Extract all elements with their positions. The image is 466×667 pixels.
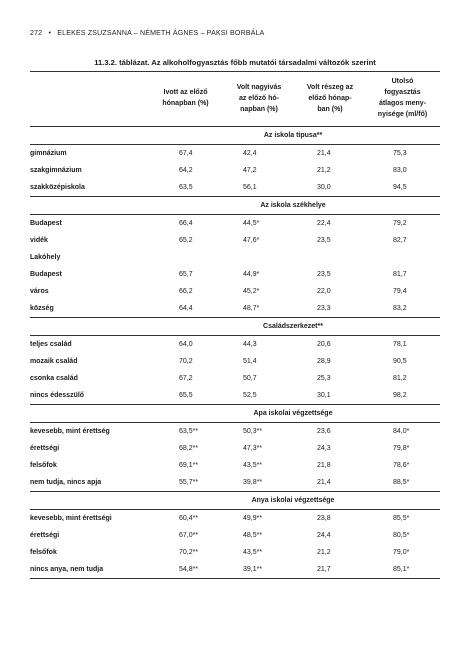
table-cell: 67,4 (179, 150, 193, 157)
table-cell: 55,7** (179, 479, 199, 486)
table-cell: 48,5** (243, 532, 263, 539)
row-label: szakgimnázium (30, 167, 82, 174)
table-cell: 84,0* (393, 428, 410, 435)
section-title: Családszerkezet** (30, 318, 440, 336)
row-label: csonka család (30, 375, 78, 382)
table-cell: 56,1 (243, 184, 257, 191)
table-cell: 65,7 (179, 271, 193, 278)
header-authors: ELEKES ZSUZSANNA – NÉMETH ÁGNES – PAKSI BORBÁLA (57, 30, 265, 37)
table-row (30, 440, 440, 457)
table-row (30, 162, 440, 179)
table-cell: 50,7 (243, 375, 257, 382)
table-caption: 11.3.2. táblázat. Az alkoholfogyasztás főbb mutatói társadalmi változók szerint (94, 58, 376, 67)
section-title: Apa iskolai végzettsége (30, 405, 440, 423)
table-row (30, 423, 440, 441)
row-label: mozaik család (30, 358, 78, 365)
column-header-line: fogyasztás (384, 89, 421, 96)
table-cell: 42,4 (243, 150, 257, 157)
table-cell: 82,7 (393, 237, 407, 244)
section-title: Az iskola székhelye (30, 197, 440, 215)
table-cell: 63,5** (179, 428, 199, 435)
column-header (223, 72, 295, 127)
page-number: 272 (30, 30, 43, 37)
table-cell: 79,8* (393, 445, 410, 452)
header-separator: • (48, 30, 52, 37)
table-cell: 52,5 (243, 392, 257, 399)
column-header-line: Utolsó (391, 78, 414, 85)
column-header-line: Volt nagyivás (236, 83, 282, 91)
table-cell: 21,4 (317, 150, 331, 157)
table-cell: 68,2** (179, 445, 199, 452)
column-header-line: ban (%) (317, 105, 343, 113)
section-title: Anya iskolai végzettsége (30, 492, 440, 510)
table-cell: 90,5 (393, 358, 407, 365)
table-row (30, 145, 440, 163)
column-header-line: Volt részeg az (306, 83, 354, 91)
table-cell (295, 249, 365, 266)
section-header-row (30, 405, 440, 423)
table-cell: 83,0 (393, 167, 407, 174)
table-cell: 50,3** (243, 428, 263, 435)
table-cell: 24,3 (317, 445, 331, 452)
column-header-line: Ivott az előző (163, 89, 208, 96)
table-cell: 25,3 (317, 375, 331, 382)
table-cell: 66,4 (179, 220, 193, 227)
table-cell: 79,4 (393, 288, 407, 295)
table-row (30, 336, 440, 354)
table-cell: 39,1** (223, 561, 295, 579)
column-header-line: előző hónap- (308, 94, 352, 102)
table-cell: 49,9** (243, 515, 263, 522)
section-header-row (30, 318, 440, 336)
table-cell: 65,5 (179, 392, 193, 399)
row-label: nem tudja, nincs apja (30, 479, 102, 486)
table-cell: 79,2 (393, 220, 407, 227)
table-cell: 85,5* (393, 515, 410, 522)
table-cell: 54,8** (148, 561, 223, 579)
table-cell: 70,2 (179, 358, 193, 365)
table-row (30, 215, 440, 233)
row-label: város (30, 288, 49, 295)
column-header (365, 72, 440, 127)
table-row (30, 353, 440, 370)
row-label: Budapest (30, 271, 62, 278)
row-label: felsőfok (30, 549, 57, 556)
table-cell: 60,4** (179, 515, 199, 522)
table-cell: 22,0 (317, 288, 331, 295)
table-row (30, 179, 440, 197)
table-cell: 43,5** (243, 462, 263, 469)
table-cell: 98,2 (393, 392, 407, 399)
section-header-row (30, 127, 440, 145)
table-cell (223, 249, 295, 266)
table-row (30, 387, 440, 405)
table-cell: 20,6 (317, 341, 331, 348)
header-row (30, 72, 440, 127)
table-row (30, 474, 440, 492)
table-row (30, 457, 440, 474)
row-label: felsőfok (30, 462, 57, 469)
table-cell: 78,6* (393, 462, 410, 469)
table-cell: 65,2 (179, 237, 193, 244)
section-header-row (30, 197, 440, 215)
table-row (30, 283, 440, 300)
table-row (30, 266, 440, 283)
row-label: Budapest (30, 220, 62, 227)
table-row (30, 510, 440, 528)
table-cell: 64,4 (179, 305, 193, 312)
table-cell: 88,5* (393, 479, 410, 486)
row-label: érettségi (30, 445, 60, 452)
column-header (295, 72, 365, 127)
table-container (30, 58, 440, 579)
table-cell: 39,8** (243, 479, 263, 486)
table-cell: 24,4 (317, 532, 331, 539)
table-cell: 94,5 (393, 184, 407, 191)
table-cell: 44,3 (243, 341, 257, 348)
table-row (30, 544, 440, 561)
table-cell: 70,2** (179, 549, 199, 556)
data-table (30, 71, 440, 579)
table-head (30, 72, 440, 127)
table-cell: 22,4 (317, 220, 331, 227)
table-row (30, 527, 440, 544)
column-header-line: hónapban (%) (162, 100, 209, 107)
table-cell: 21,7 (295, 561, 365, 579)
table-cell: 23,3 (317, 305, 331, 312)
table-cell (365, 249, 440, 266)
table-cell: 23,6 (317, 428, 331, 435)
table-cell: 23,5 (317, 237, 331, 244)
table-cell: 67,0** (179, 532, 199, 539)
table-cell: 83,2 (393, 305, 407, 312)
running-header (30, 30, 440, 37)
table-row (30, 300, 440, 318)
table-cell: 85,1* (365, 561, 440, 579)
table-cell: 21,4 (317, 479, 331, 486)
section-header-row (30, 492, 440, 510)
table-cell: 23,8 (317, 515, 331, 522)
table-row (30, 370, 440, 387)
table-cell: 45,2* (243, 288, 260, 295)
row-label: gimnázium (30, 150, 67, 157)
section-title: Az iskola típusa** (30, 127, 440, 145)
row-label: szakközépiskola (30, 184, 85, 191)
table-cell: 69,1** (179, 462, 199, 469)
row-label: nincs anya, nem tudja (30, 561, 148, 579)
table-cell: 64,2 (179, 167, 193, 174)
column-header (148, 72, 223, 127)
table-cell: 28,9 (317, 358, 331, 365)
table-cell: 21,2 (317, 167, 331, 174)
table-cell: 23,5 (317, 271, 331, 278)
table-cell: 80,5* (393, 532, 410, 539)
column-header-line: napban (%) (240, 105, 278, 113)
table-cell: 30,0 (317, 184, 331, 191)
row-label: érettségi (30, 532, 60, 539)
table-row (30, 232, 440, 249)
table-cell: 75,3 (393, 150, 407, 157)
column-header-line: átlagos meny- (378, 100, 427, 107)
table-cell: 67,2 (179, 375, 193, 382)
table-body (30, 127, 440, 579)
table-cell: 47,3** (243, 445, 263, 452)
table-cell: 81,7 (393, 271, 407, 278)
table-cell: 79,0* (393, 549, 410, 556)
table-cell: 78,1 (393, 341, 407, 348)
row-label: kevesebb, mint érettség (30, 428, 110, 435)
table-cell: 47,6* (243, 237, 260, 244)
table-cell: 21,8 (317, 462, 331, 469)
row-label: község (30, 305, 54, 312)
row-label: kevesebb, mint érettségi (30, 515, 112, 522)
table-row (30, 561, 440, 579)
table-cell: 64,0 (179, 341, 193, 348)
column-header-line: az előző hó- (238, 94, 280, 102)
table-cell: 21,2 (317, 549, 331, 556)
table-cell: 43,5** (243, 549, 263, 556)
table-cell: 44,9* (243, 271, 260, 278)
table-cell: 81,2 (393, 375, 407, 382)
table-row (30, 249, 440, 266)
row-label: vidék (30, 237, 48, 244)
row-label: nincs édesszülő (30, 392, 85, 399)
table-cell: 47,2 (243, 167, 257, 174)
table-cell: 63,5 (179, 184, 193, 191)
table-cell: 44,5* (243, 220, 260, 227)
row-label: teljes család (30, 341, 72, 348)
table-cell: 30,1 (317, 392, 331, 399)
table-cell: 51,4 (243, 358, 257, 365)
row-label: Lakóhely (30, 254, 61, 261)
table-cell (148, 249, 223, 266)
table-cell: 48,7* (243, 305, 260, 312)
table-cell: 66,2 (179, 288, 193, 295)
column-header-line: nyisége (ml/fő) (377, 111, 428, 118)
header-blank (30, 72, 148, 127)
